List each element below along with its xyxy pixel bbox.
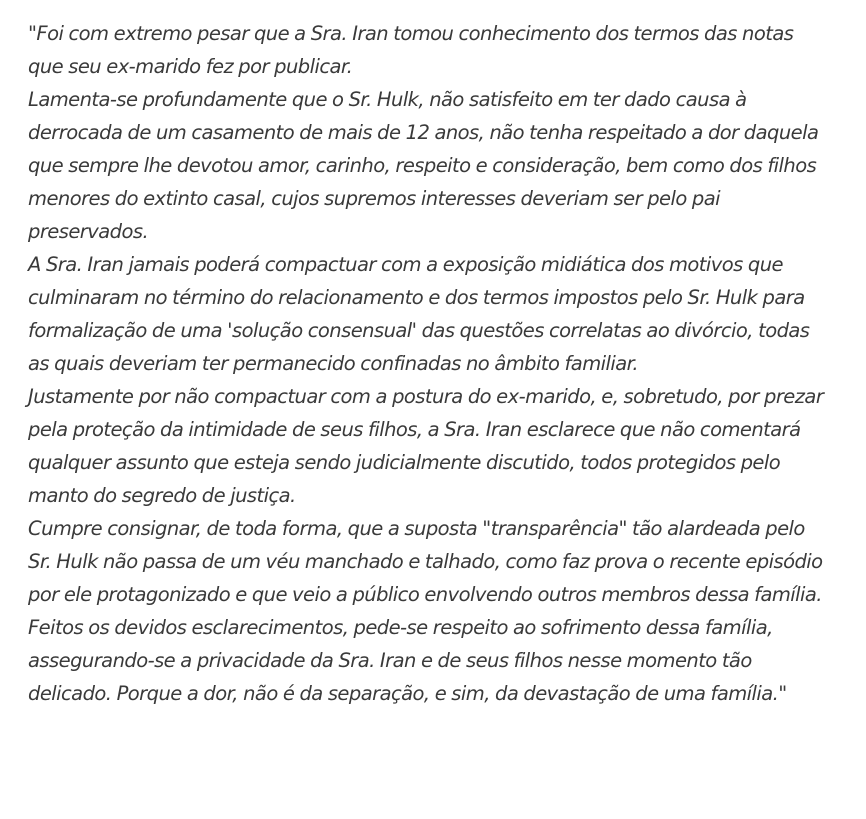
paragraph-1: "Foi com extremo pesar que a Sra. Iran tomou conhecimento dos termos das notas que seu ex-marido fez por publicar. xyxy=(28,22,794,78)
quoted-statement xyxy=(28,17,828,710)
paragraph-3: A Sra. Iran jamais poderá compactuar com a exposição midiática dos motivos que culminaram no término do relacionamento e dos termos impostos pelo Sr. Hulk para formalização de uma 'solução consensual' das questões correlatas ao divórcio, todas as quais deveriam ter permanecido confinadas no âmbito familiar. xyxy=(28,253,810,375)
paragraph-6: Feitos os devidos esclarecimentos, pede-se respeito ao sofrimento dessa família, assegurando-se a privacidade da Sra. Iran e de seus filhos nesse momento tão delicado. Porque a dor, não é da separação, e sim, da devastação de uma família." xyxy=(28,616,787,705)
paragraph-4: Justamente por não compactuar com a postura do ex-marido, e, sobretudo, por prezar pela proteção da intimidade de seus filhos, a Sra. Iran esclarece que não comentará qualquer assunto que esteja sendo judicialmente discutido, todos protegidos pelo manto do segredo de justiça. xyxy=(28,385,824,507)
paragraph-5: Cumpre consignar, de toda forma, que a suposta "transparência" tão alardeada pelo Sr. Hulk não passa de um véu manchado e talhado, como faz prova o recente episódio por ele protagonizado e que veio a público envolvendo outros membros dessa família. xyxy=(28,517,823,606)
paragraph-2: Lamenta-se profundamente que o Sr. Hulk, não satisfeito em ter dado causa à derrocada de um casamento de mais de 12 anos, não tenha respeitado a dor daquela que sempre lhe devotou amor, carinho, respeito e consideração, bem como dos filhos menores do extinto casal, cujos supremos interesses deveriam ser pelo pai preservados. xyxy=(28,88,819,243)
